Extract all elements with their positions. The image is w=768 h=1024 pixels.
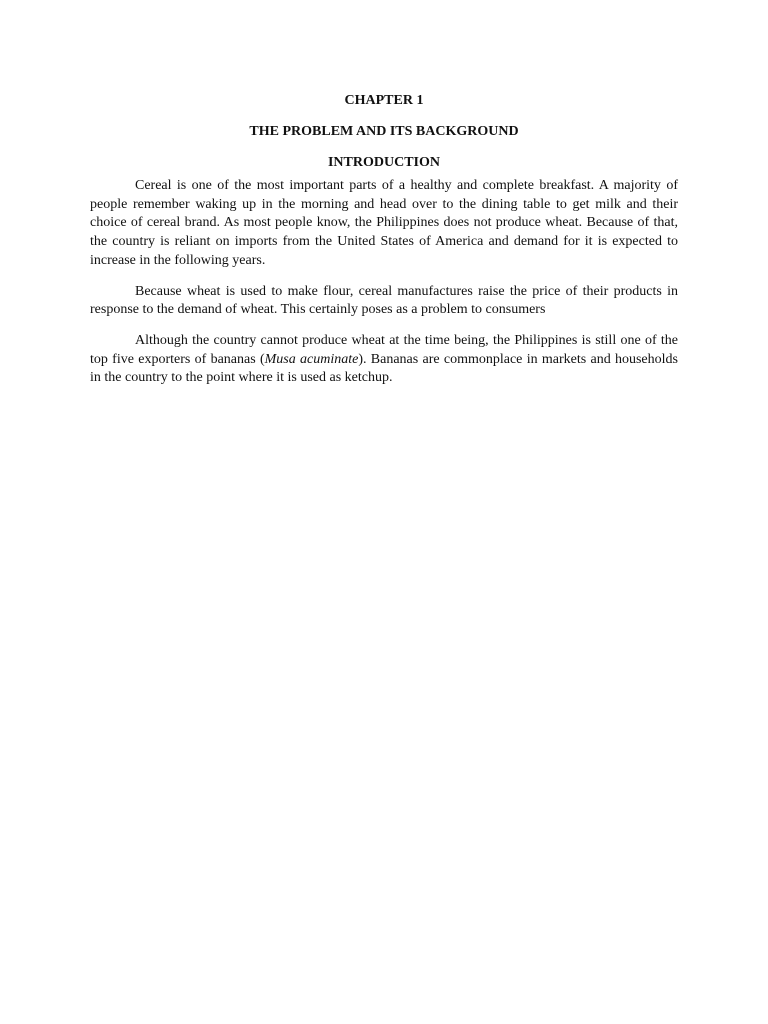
paragraph-3 (90, 332, 678, 388)
paragraph-2: Because wheat is used to make flour, cereal manufactures raise the price of their products in response to the demand of wheat. This certainly poses as a problem to consumers (90, 283, 678, 318)
section-heading: INTRODUCTION (327, 155, 440, 170)
chapter-title: THE PROBLEM AND ITS BACKGROUND (249, 124, 519, 139)
paragraph-3-text-before: Although the country cannot produce wheat at the time being, the Philippines is still one of the top five exporters of bananas ( (90, 332, 678, 367)
scientific-name: Musa acuminate (264, 351, 359, 367)
document-body (90, 92, 678, 400)
chapter-heading: CHAPTER 1 (344, 93, 424, 108)
paragraph-3-text-after: ). Bananas are commonplace in markets and households in the country to the point where it is used as ketchup. (90, 351, 678, 386)
paragraph-1: Cereal is one of the most important parts of a healthy and complete breakfast. A majority of people remember waking up in the morning and head over to the dining table to get milk and their choice of cereal brand. As most people know, the Philippines does not produce wheat. Because of that, the country is reliant on imports from the United States of America and demand for it is expected to increase in the following years. (90, 178, 678, 268)
